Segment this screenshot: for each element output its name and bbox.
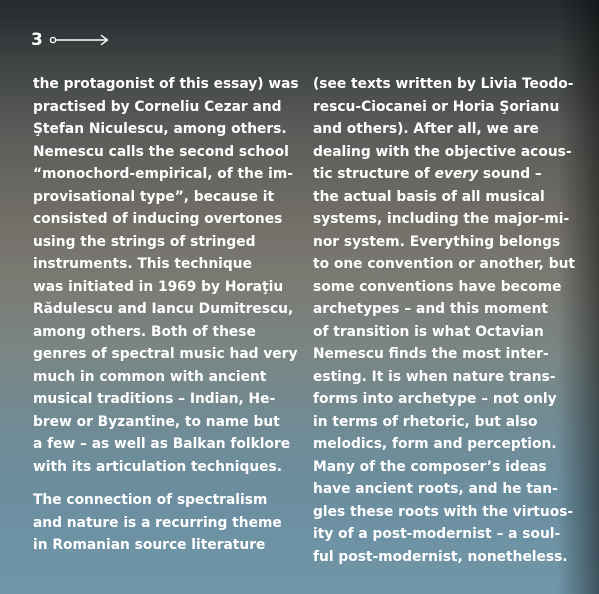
text-line: Nemescu finds the most inter- — [313, 346, 549, 362]
text-fragment: tic structure of — [313, 166, 435, 182]
text-line: esting. It is when nature trans- — [313, 368, 556, 385]
text-line: the protagonist of this essay) was — [33, 76, 299, 92]
text-line: provisational type”, because it — [33, 188, 275, 205]
text-line: genres of spectral music had very — [33, 346, 298, 362]
text-line: The connection of spectralism — [33, 492, 268, 508]
text-line: much in common with ancient — [33, 368, 267, 385]
left-paragraph-1 — [33, 73, 299, 478]
text-line: in terms of rhetoric, but also — [313, 413, 538, 430]
left-column — [33, 73, 299, 557]
text-line: dealing with the objective acous- — [313, 143, 572, 160]
text-line: practised by Corneliu Cezar and — [33, 98, 282, 115]
text-line: Many of the composer’s ideas — [313, 458, 547, 475]
right-column — [313, 73, 575, 568]
text-line: to one convention or another, but — [313, 256, 576, 272]
text-line: among others. Both of these — [33, 323, 256, 340]
text-line: Nemescu calls the second school — [33, 143, 289, 160]
emphasized-word: every — [434, 166, 479, 182]
text-line-with-emphasis — [313, 163, 575, 186]
text-line: with its articulation techniques. — [33, 458, 282, 475]
text-line: some conventions have become — [313, 278, 562, 295]
text-line: ity of a post-modernist – a soul- — [313, 526, 561, 542]
text-line: archetypes – and this moment — [313, 301, 548, 317]
text-line: melodics, form and perception. — [313, 436, 557, 452]
text-line: nor system. Everything belongs — [313, 233, 561, 250]
text-line: using the strings of stringed — [33, 233, 256, 250]
text-line: a few – as well as Balkan folklore — [33, 436, 291, 452]
left-paragraph-2 — [33, 489, 295, 557]
text-fragment: sound – — [478, 166, 542, 182]
text-line: systems, including the major-mi- — [313, 211, 570, 227]
text-line: and nature is a recurring theme — [33, 514, 282, 531]
page-header — [31, 29, 111, 51]
long-right-arrow-icon — [49, 33, 111, 47]
text-line: and others). After all, we are — [313, 121, 539, 137]
text-line: was initiated in 1969 by Horaţiu — [33, 278, 284, 295]
text-line: musical traditions – Indian, He- — [33, 391, 276, 407]
text-line: (see texts written by Livia Teodo- — [313, 76, 574, 92]
text-line: the actual basis of all musical — [313, 188, 545, 205]
page-number: 3 — [31, 30, 43, 50]
text-line: of transition is what Octavian — [313, 323, 544, 340]
text-line: “monochord-empirical, of the im- — [33, 166, 293, 182]
paragraph-spacer — [33, 478, 295, 489]
text-line: gles these roots with the virtuos- — [313, 503, 574, 520]
text-line: rescu-Ciocanei or Horia Şorianu — [313, 98, 560, 115]
text-line: forms into archetype – not only — [313, 391, 557, 407]
text-line: Rădulescu and Iancu Dumitrescu, — [33, 301, 294, 317]
text-line: Ştefan Niculescu, among others. — [33, 121, 287, 137]
text-line: consisted of inducing overtones — [33, 211, 283, 227]
text-line: ful post-modernist, nonetheless. — [313, 548, 568, 565]
text-line: have ancient roots, and he tan- — [313, 481, 558, 497]
text-line: in Romanian source literature — [33, 537, 266, 553]
text-line: instruments. This technique — [33, 256, 252, 272]
text-line: brew or Byzantine, to name but — [33, 413, 280, 430]
